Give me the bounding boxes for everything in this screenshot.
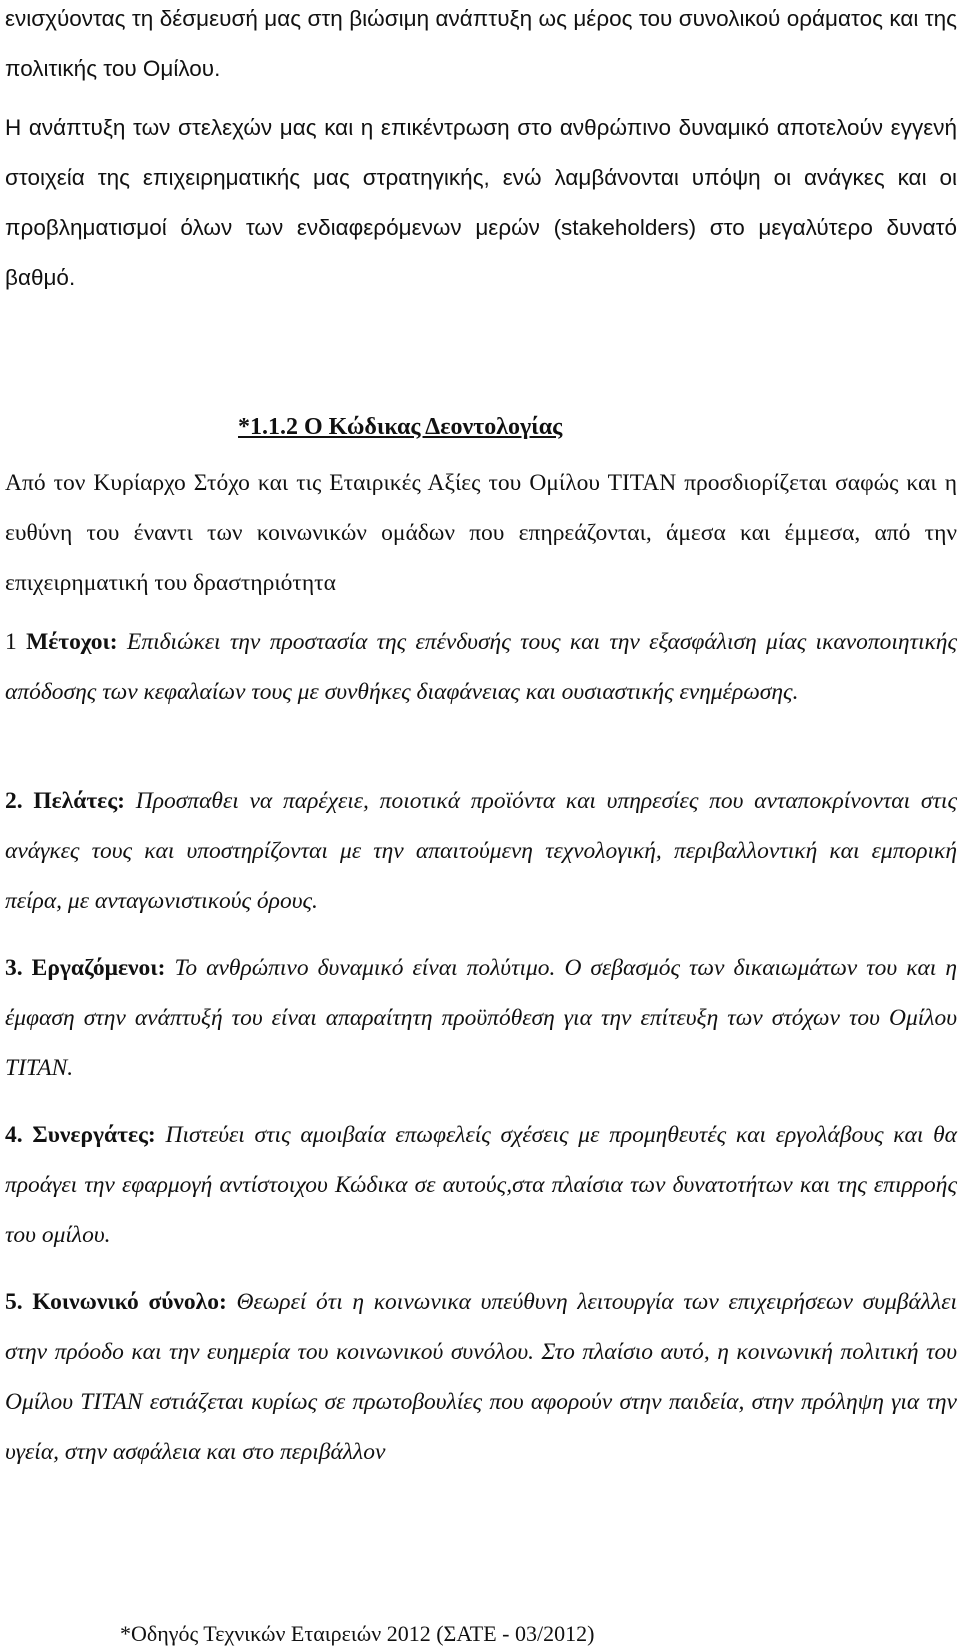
list-item	[5, 776, 957, 926]
intro-paragraph-2: Η ανάπτυξη των στελεχών μας και η επικέντρωση στο ανθρώπινο δυναμικό αποτελούν εγγενή στοιχεία της επιχειρηματικής μας στρατηγικής, ενώ λαμβάνονται υπόψη οι ανάγκες και οι προβληματισμοί όλων των ενδιαφερόμενων μερών (stakeholders) στο μεγαλύτερο δυνατό βαθμό.	[5, 115, 957, 290]
item-label: Εργαζόμενοι:	[31, 955, 166, 981]
intro-paragraph-1: ενισχύοντας τη δέσμευσή μας στη βιώσιμη ανάπτυξη ως μέρος του συνολικού οράματος και της πολιτικής του Ομίλου.	[5, 6, 957, 81]
list-item	[5, 617, 957, 717]
section-intro-paragraph: Από τον Κυρίαρχο Στόχο και τις Εταιρικές Αξίες του Ομίλου ΤΙΤΑΝ προσδιορίζεται σαφώς και η ευθύνη του έναντι των κοινωνικών ομάδων που επηρεάζονται, άμεσα και έμμεσα, από την επιχειρηματική του δραστηριότητα	[5, 470, 957, 596]
list-item	[5, 1110, 957, 1260]
item-number: 3.	[5, 955, 23, 981]
item-number: 2.	[5, 788, 23, 814]
list-item	[5, 1277, 957, 1477]
item-label: Κοινωνικό σύνολο:	[32, 1289, 227, 1315]
item-number: 4.	[5, 1122, 23, 1148]
item-number: 5.	[5, 1289, 23, 1315]
section-heading: *1.1.2 Ο Κώδικας Δεοντολογίας	[238, 414, 563, 440]
item-text: Επιδιώκει την προστασία της επένδυσής τους και την εξασφάλιση μίας ικανοποιητικής απόδοσης των κεφαλαίων τους με συνθήκες διαφάνειας και ουσιαστικής ενημέρωσης.	[5, 629, 958, 705]
item-text: Πιστεύει στις αμοιβαία επωφελείς σχέσεις με προμηθευτές και εργολάβους και θα προάγει την εφαρμογή αντίστοιχου Κώδικα σε αυτούς,στα πλαίσια των δυνατοτήτων και της επιρροής του ομίλου.	[5, 1122, 958, 1248]
item-text: Προσπαθει να παρέχειε, ποιοτικά προϊόντα και υπηρεσίες που ανταποκρίνονται στις ανάγκες τους και υποστηρίζονται με την απαιτούμενη τεχνολογική, περιβαλλοντική και εμπορική πείρα, με ανταγωνιστικούς όρους.	[5, 788, 957, 914]
item-number: 1	[5, 629, 17, 655]
item-label: Συνεργάτες:	[32, 1122, 156, 1148]
item-label: Μέτοχοι:	[26, 629, 118, 655]
list-item	[5, 943, 957, 1093]
footer-note: *Οδηγός Τεχνικών Εταιρειών 2012 (ΣΑΤΕ - 03/2012)	[120, 1621, 595, 1646]
item-label: Πελάτες:	[33, 788, 125, 814]
item-text: Θεωρεί ότι η κοινωνικα υπεύθυνη λειτουργία των επιχειρήσεων συμβάλλει στην πρόοδο και την ευημερία του κοινωνικού συνόλου. Στο πλαίσιο αυτό, η κοινωνική πολιτική του Ομίλου ΤΙΤΑΝ εστιάζεται κυρίως σε πρωτοβουλίες που αφορούν στην παιδεία, στην πρόληψη για την υγεία, στην ασφάλεια και στο περιβάλλον	[5, 1289, 957, 1465]
item-text: Το ανθρώπινο δυναμικό είναι πολύτιμο. Ο σεβασμός των δικαιωμάτων του και η έμφαση στην ανάπτυξή του είναι απαραίτητη προϋπόθεση για την επίτευξη των στόχων του Ομίλου ΤΙΤΑΝ.	[5, 955, 958, 1081]
